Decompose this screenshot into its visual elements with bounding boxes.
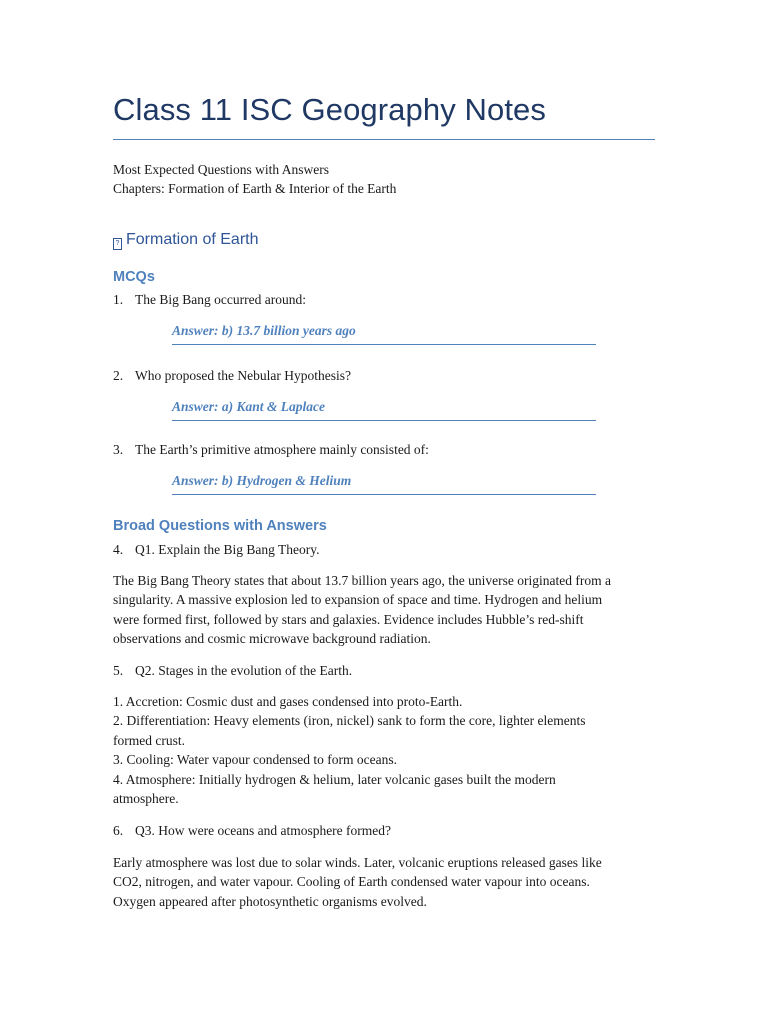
answer-paragraph <box>113 571 658 649</box>
list-item-question <box>113 821 391 840</box>
section-heading-formation-of-earth <box>113 231 259 250</box>
paragraph-line: were formed first, followed by stars and galaxies. Evidence includes Hubble’s red-shift <box>113 611 584 627</box>
answer-box: Answer: b) Hydrogen & Helium <box>172 473 596 495</box>
paragraph-line: CO2, nitrogen, and water vapour. Cooling of Earth condensed water vapour into oceans. <box>113 874 590 890</box>
list-number: 1. <box>113 292 124 307</box>
paragraph-line: formed crust. <box>113 732 185 748</box>
subtitle-line-2: Chapters: Formation of Earth & Interior of the Earth <box>113 181 397 196</box>
question-text: Who proposed the Nebular Hypothesis? <box>135 368 351 383</box>
paragraph-line: 2. Differentiation: Heavy elements (iron, nickel) sank to form the core, lighter elements <box>113 713 586 729</box>
list-item-question <box>113 366 351 385</box>
broad-questions-heading: Broad Questions with Answers <box>113 518 327 534</box>
list-item-question <box>113 440 429 459</box>
answer-paragraph <box>113 692 658 808</box>
mcq-heading: MCQs <box>113 269 155 285</box>
paragraph-line: 1. Accretion: Cosmic dust and gases condensed into proto-Earth. <box>113 694 463 709</box>
section-heading-text: Formation of Earth <box>126 231 259 248</box>
document-title: Class 11 ISC Geography Notes <box>113 92 546 127</box>
paragraph-line: The Big Bang Theory states that about 13.7 billion years ago, the universe originated from a <box>113 573 612 588</box>
question-text: Q1. Explain the Big Bang Theory. <box>135 542 320 557</box>
list-item-question <box>113 290 306 309</box>
title-underline <box>113 139 655 140</box>
paragraph-line: singularity. A massive explosion led to expansion of space and time. Hydrogen and helium <box>113 592 603 608</box>
answer-box: Answer: b) 13.7 billion years ago <box>172 323 596 345</box>
list-number: 3. <box>113 442 124 457</box>
list-number: 4. <box>113 542 124 557</box>
question-text: Q2. Stages in the evolution of the Earth. <box>135 663 353 678</box>
subtitle-line-1: Most Expected Questions with Answers <box>113 162 329 177</box>
list-item-question <box>113 661 352 680</box>
list-number: 6. <box>113 823 124 838</box>
paragraph-line: 4. Atmosphere: Initially hydrogen & helium, later volcanic gases built the modern <box>113 771 556 787</box>
answer-box: Answer: a) Kant & Laplace <box>172 399 596 421</box>
paragraph-line: Oxygen appeared after photosynthetic organisms evolved. <box>113 893 427 909</box>
list-number: 5. <box>113 663 124 678</box>
list-item-question <box>113 540 319 559</box>
paragraph-line: observations and cosmic microwave background radiation. <box>113 631 431 647</box>
paragraph-line: Early atmosphere was lost due to solar winds. Later, volcanic eruptions released gases like <box>113 855 602 870</box>
question-text: The Big Bang occurred around: <box>135 292 306 307</box>
missing-glyph-icon: ? <box>113 238 122 250</box>
paragraph-line: 3. Cooling: Water vapour condensed to form oceans. <box>113 752 397 768</box>
list-number: 2. <box>113 368 124 383</box>
paragraph-line: atmosphere. <box>113 791 179 807</box>
question-text: Q3. How were oceans and atmosphere formed? <box>135 823 392 838</box>
answer-paragraph <box>113 853 658 911</box>
question-text: The Earth’s primitive atmosphere mainly consisted of: <box>135 442 429 457</box>
